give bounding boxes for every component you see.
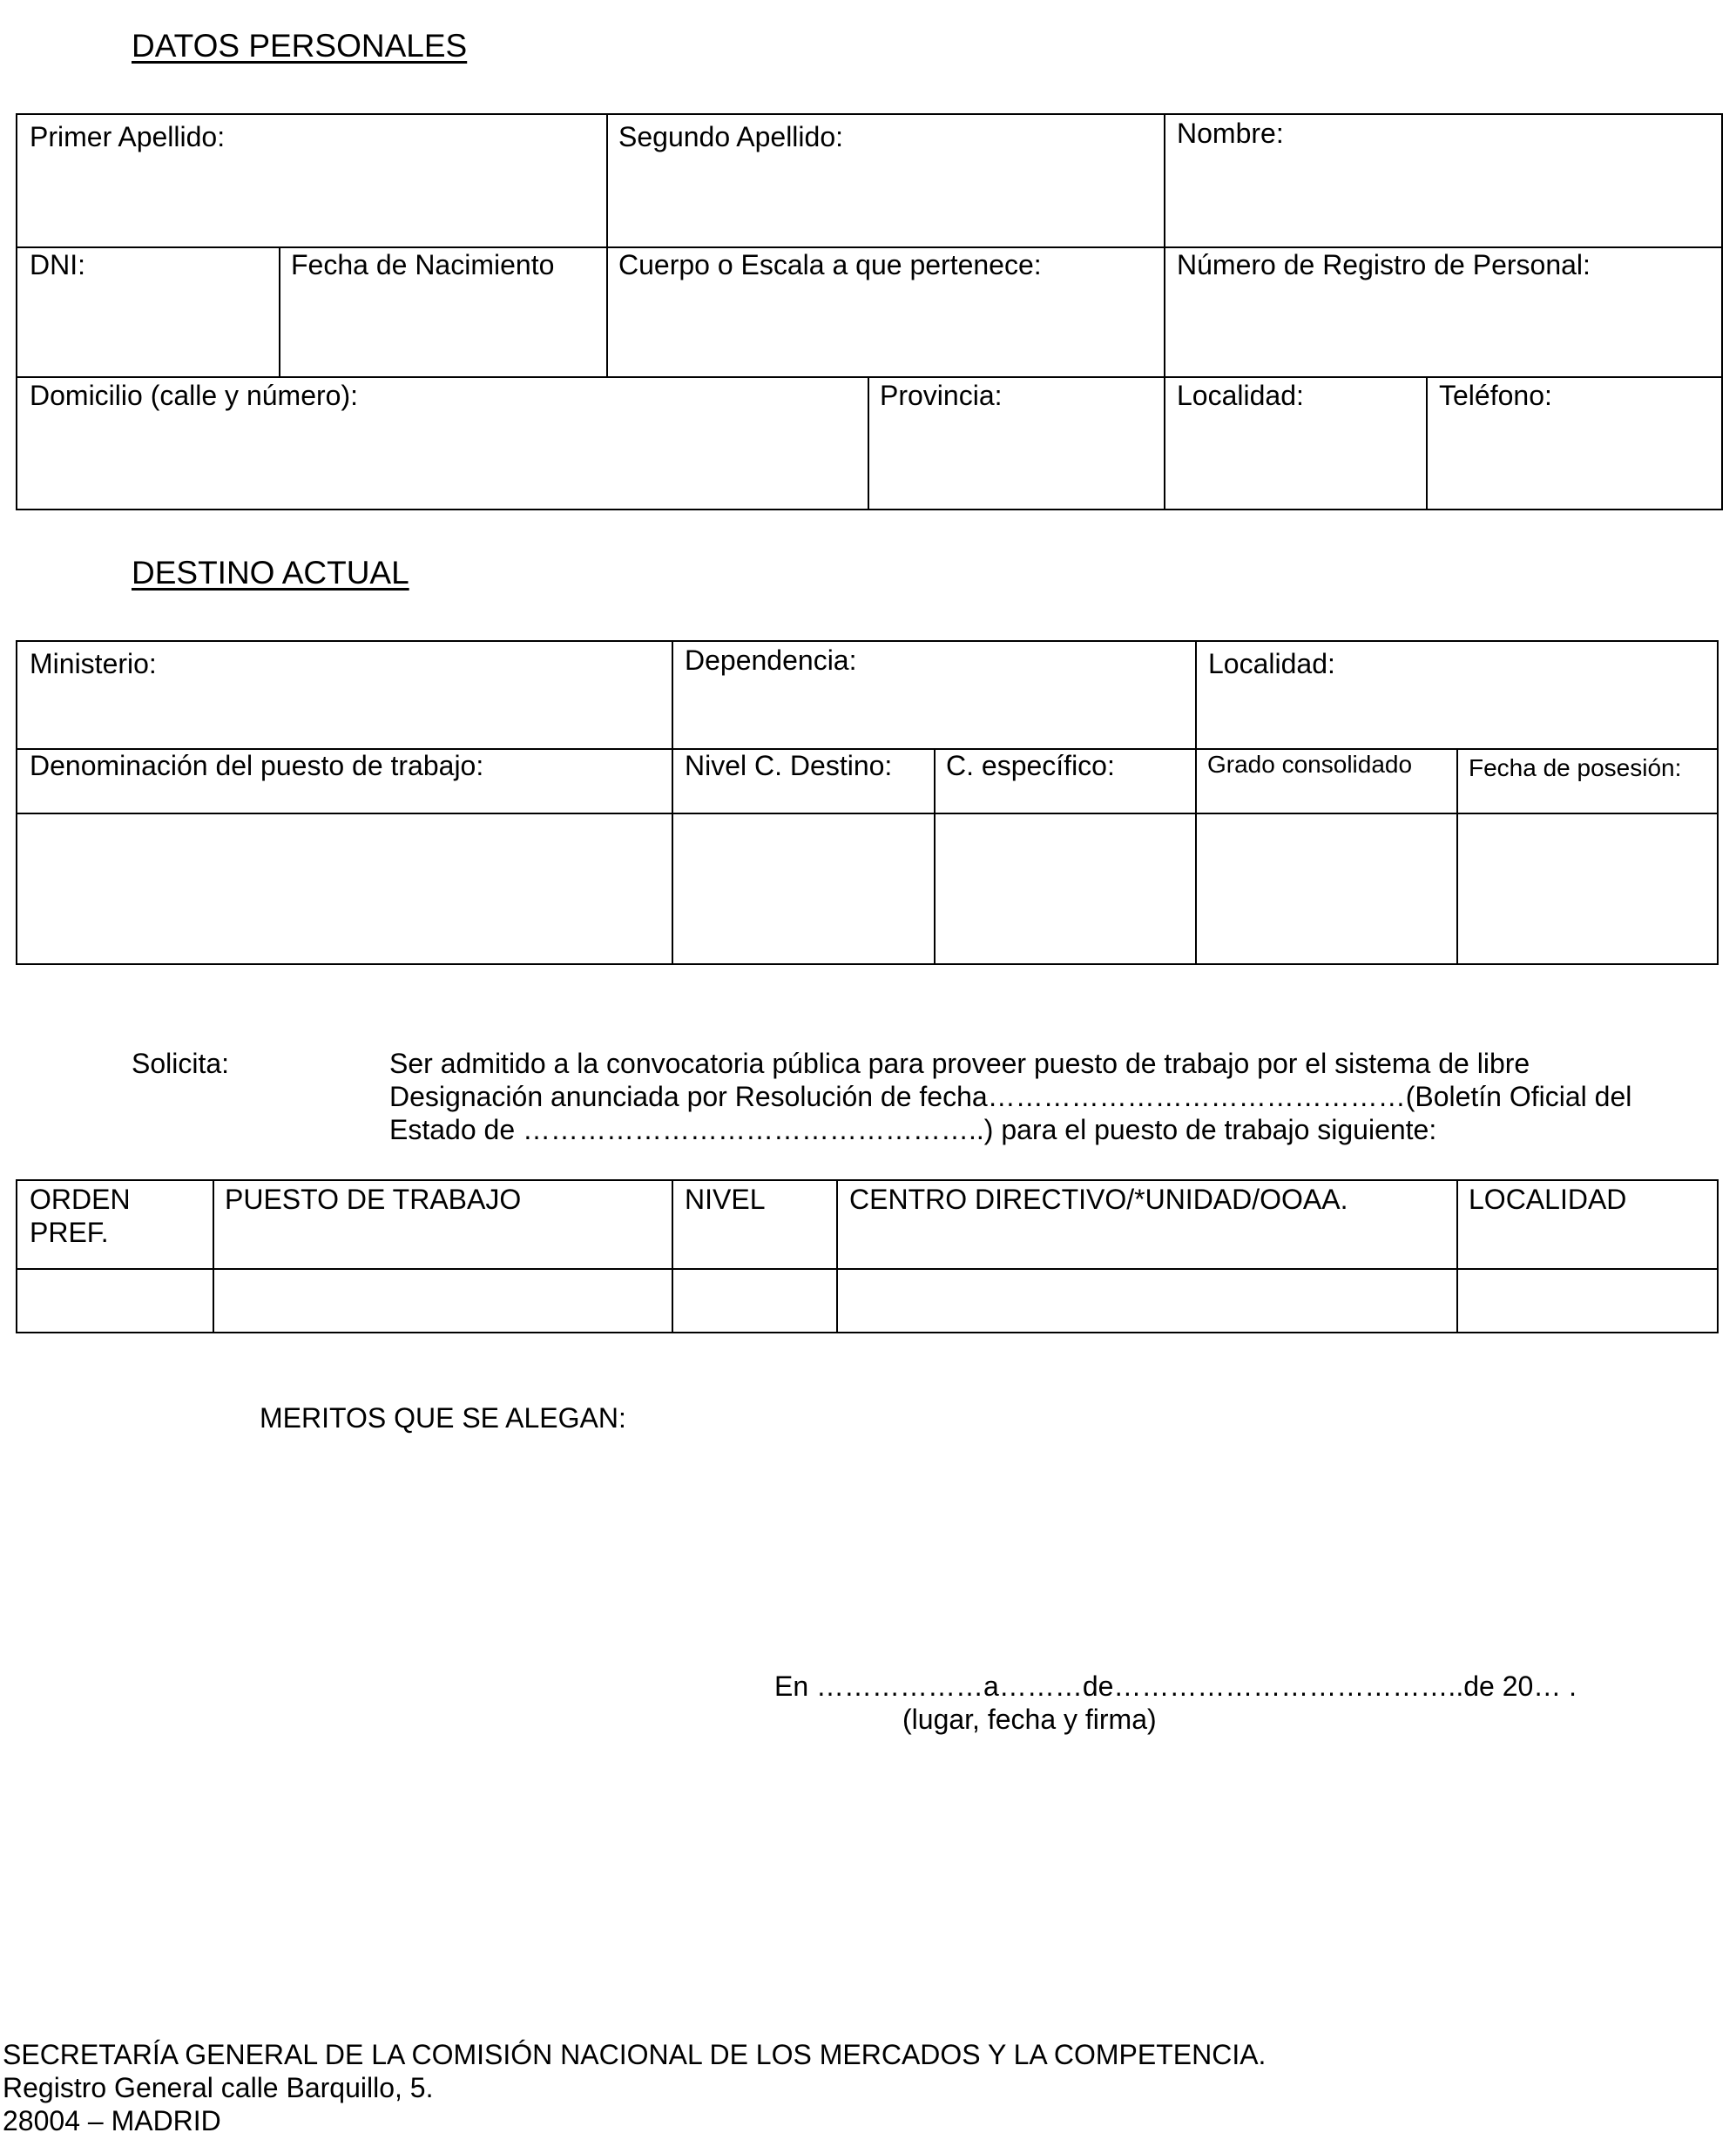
segundo-apellido-label: Segundo Apellido:: [618, 121, 843, 152]
c-especifico-field[interactable]: [936, 814, 1195, 963]
footer-line: 28004 – MADRID: [3, 2105, 221, 2136]
fecha-nacimiento-label: Fecha de Nacimiento: [291, 249, 555, 280]
nivel-destino-field[interactable]: [673, 814, 934, 963]
section-heading-datos-personales: DATOS PERSONALES: [132, 28, 468, 64]
c-especifico-label: C. específico:: [946, 750, 1115, 781]
localidad-puesto-field[interactable]: [1458, 1270, 1717, 1332]
header-centro-directivo: CENTRO DIRECTIVO/*UNIDAD/OOAA.: [849, 1184, 1348, 1215]
solicita-text: [389, 1047, 1631, 1146]
firma-line: En ………………a………de………………………………..de 20… .: [774, 1670, 1577, 1702]
destino-actual-table: [16, 640, 1719, 965]
grado-consolidado-label: Grado consolidado: [1207, 751, 1413, 778]
header-orden-pref: [30, 1183, 131, 1249]
datos-personales-table: [16, 113, 1723, 510]
solicita-line: Estado de …………………………………………..) para el puesto de trabajo siguiente:: [389, 1114, 1437, 1145]
domicilio-label: Domicilio (calle y número):: [30, 380, 358, 411]
meritos-field[interactable]: [260, 1446, 1566, 1637]
solicita-label: Solicita:: [132, 1048, 230, 1079]
denominacion-label: Denominación del puesto de trabajo:: [30, 750, 484, 781]
meritos-label: MERITOS QUE SE ALEGAN:: [260, 1402, 626, 1434]
fecha-posesion-field[interactable]: [1458, 814, 1717, 963]
puesto-trabajo-field[interactable]: [214, 1270, 672, 1332]
denominacion-field[interactable]: [17, 814, 672, 963]
grado-consolidado-field[interactable]: [1197, 814, 1456, 963]
footer-address: [3, 2038, 1266, 2137]
cuerpo-escala-label: Cuerpo o Escala a que pertenece:: [618, 249, 1042, 280]
header-localidad: LOCALIDAD: [1469, 1184, 1627, 1215]
localidad-destino-label: Localidad:: [1208, 648, 1335, 679]
header-puesto-trabajo: PUESTO DE TRABAJO: [225, 1184, 522, 1215]
footer-line: Registro General calle Barquillo, 5.: [3, 2072, 434, 2103]
dni-label: DNI:: [30, 249, 85, 280]
dependencia-label: Dependencia:: [685, 645, 857, 676]
fecha-posesion-label: Fecha de posesión:: [1469, 754, 1682, 781]
footer-line: SECRETARÍA GENERAL DE LA COMISIÓN NACIONAL DE LOS MERCADOS Y LA COMPETENCIA.: [3, 2039, 1267, 2070]
section-heading-destino-actual: DESTINO ACTUAL: [132, 555, 409, 591]
centro-directivo-field[interactable]: [838, 1270, 1456, 1332]
solicita-line: Ser admitido a la convocatoria pública para proveer puesto de trabajo por el sistema de libre: [389, 1048, 1530, 1079]
header-orden-line: ORDEN: [30, 1184, 131, 1215]
primer-apellido-label: Primer Apellido:: [30, 121, 226, 152]
nivel-destino-label: Nivel C. Destino:: [685, 750, 893, 781]
ministerio-label: Ministerio:: [30, 648, 157, 679]
nombre-label: Nombre:: [1177, 118, 1284, 149]
orden-pref-field[interactable]: [17, 1270, 213, 1332]
localidad-label: Localidad:: [1177, 380, 1304, 411]
header-nivel: NIVEL: [685, 1184, 766, 1215]
puestos-table: [16, 1179, 1719, 1333]
provincia-label: Provincia:: [880, 380, 1003, 411]
telefono-label: Teléfono:: [1439, 380, 1552, 411]
nivel-field[interactable]: [673, 1270, 836, 1332]
numero-registro-label: Número de Registro de Personal:: [1177, 249, 1591, 280]
solicita-line: Designación anunciada por Resolución de fecha………………………………………(Boletín Oficial del: [389, 1081, 1632, 1112]
firma-caption: (lugar, fecha y firma): [902, 1704, 1157, 1735]
header-pref-line: PREF.: [30, 1217, 109, 1248]
